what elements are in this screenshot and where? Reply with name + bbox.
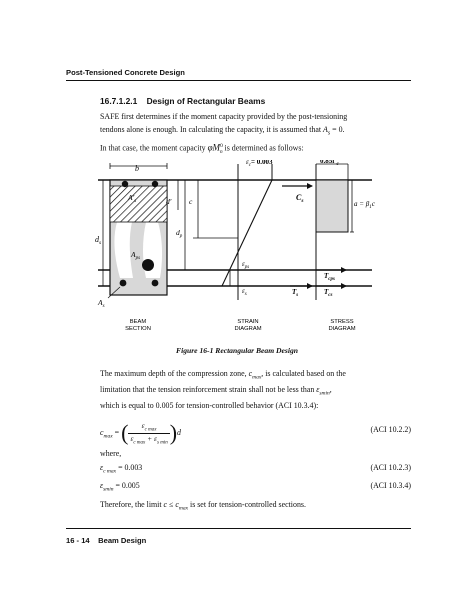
eps-s-label: $\varepsilon_s$ [242,287,247,297]
def-row: $\varepsilon_{smin} = 0.005$ (ACI 10.3.4) [100,481,411,493]
ds-label: $d_s$ [95,235,102,246]
tendon [142,259,154,271]
cmax-equation: $c_{max}$ = ( $\frac{\varepsilon_{c max}}{\varepsilon_{c max} + \varepsilon_{s min}}$ )d (ACI 10.2.2) [100,420,411,445]
eps-ps-label: $\varepsilon_{ps}$ [242,260,250,270]
aps-label: $A_{ps}$ [131,250,141,261]
body-line-2: limitation that the tension reinforcement strain shall not be less than $\varepsilon_{smin}$, [100,385,332,397]
beam-caption-2: SECTION [125,326,151,332]
body-line-3: which is equal to 0.005 for tension-controlled behavior (ACI 10.3.4): [100,401,319,411]
beam-caption-1: BEAM [129,319,147,325]
beam-design-figure [90,160,390,345]
closing-sentence: Therefore, the limit $c \le c_{max}$ is set for tension-controlled sections. [100,500,306,512]
footer-title: Beam Design [98,536,147,545]
tension-bar [120,280,127,287]
strain-caption-2: DIAGRAM [234,326,262,332]
where-label: where, [100,449,122,458]
section-number: 16.7.1.2.1 [100,96,138,106]
b-label: b [135,164,139,173]
tcs-label: $T_{cs}$ [324,288,333,298]
ts-label: $T_s$ [292,288,299,298]
page-number: 16 - 14 [66,536,90,545]
def-ref: (ACI 10.3.4) [370,481,411,490]
d-prime-label: d' [166,197,172,206]
strain-diagram [222,164,272,300]
fc-label: $0.85f'_c$ [320,160,339,167]
compression-bar [122,181,128,187]
running-header: Post-Tensioned Concrete Design [66,68,185,77]
intro-line-1: SAFE first determines if the moment capacity provided by the post-tensioning [100,112,348,121]
as-prime-label: $A'_s$ [128,193,137,204]
body-paragraph [100,368,411,413]
intro-line-2: tendons alone is enough. In calculating the capacity, it is assumed that $A_s = 0$. [100,124,345,137]
cs-label: $C_s$ [296,193,304,204]
body-line-1: The maximum depth of the compression zone, $c_{max}$, is calculated based on the [100,369,346,381]
beam-section [110,180,167,295]
dp-label: $d_p$ [176,228,183,239]
stress-caption-1: STRESS [330,319,354,325]
intro-line-3: In that case, the moment capacity $\varphi M^0_n$ is determined as follows: [100,142,304,155]
eq-ref: (ACI 10.2.2) [370,425,411,434]
stress-diagram [282,164,354,300]
figure-caption: Figure 16-1 Rectangular Beam Design [176,346,298,355]
strain-caption-1: STRAIN [237,319,259,325]
as-label: $A_s$ [98,298,105,309]
tension-bar [152,280,159,287]
c-label: c [189,197,193,206]
a-beta-label: $a = \beta_1c$ [354,200,375,210]
header-rule [66,80,411,81]
compression-bar [152,181,158,187]
tcps-label: $T_{cps}$ [324,272,335,282]
intro-paragraph [100,111,411,159]
stress-caption-2: DIAGRAM [328,326,356,332]
page-footer [66,536,146,545]
eps-c-label: $\varepsilon_c= 0.003$ [246,160,273,168]
section-title: Design of Rectangular Beams [146,96,266,106]
def-ref: (ACI 10.2.3) [370,463,411,472]
def-row: $\varepsilon_{c max} = 0.003$ (ACI 10.2.3) [100,463,411,475]
section-heading [100,96,265,106]
footer-rule [66,528,411,529]
